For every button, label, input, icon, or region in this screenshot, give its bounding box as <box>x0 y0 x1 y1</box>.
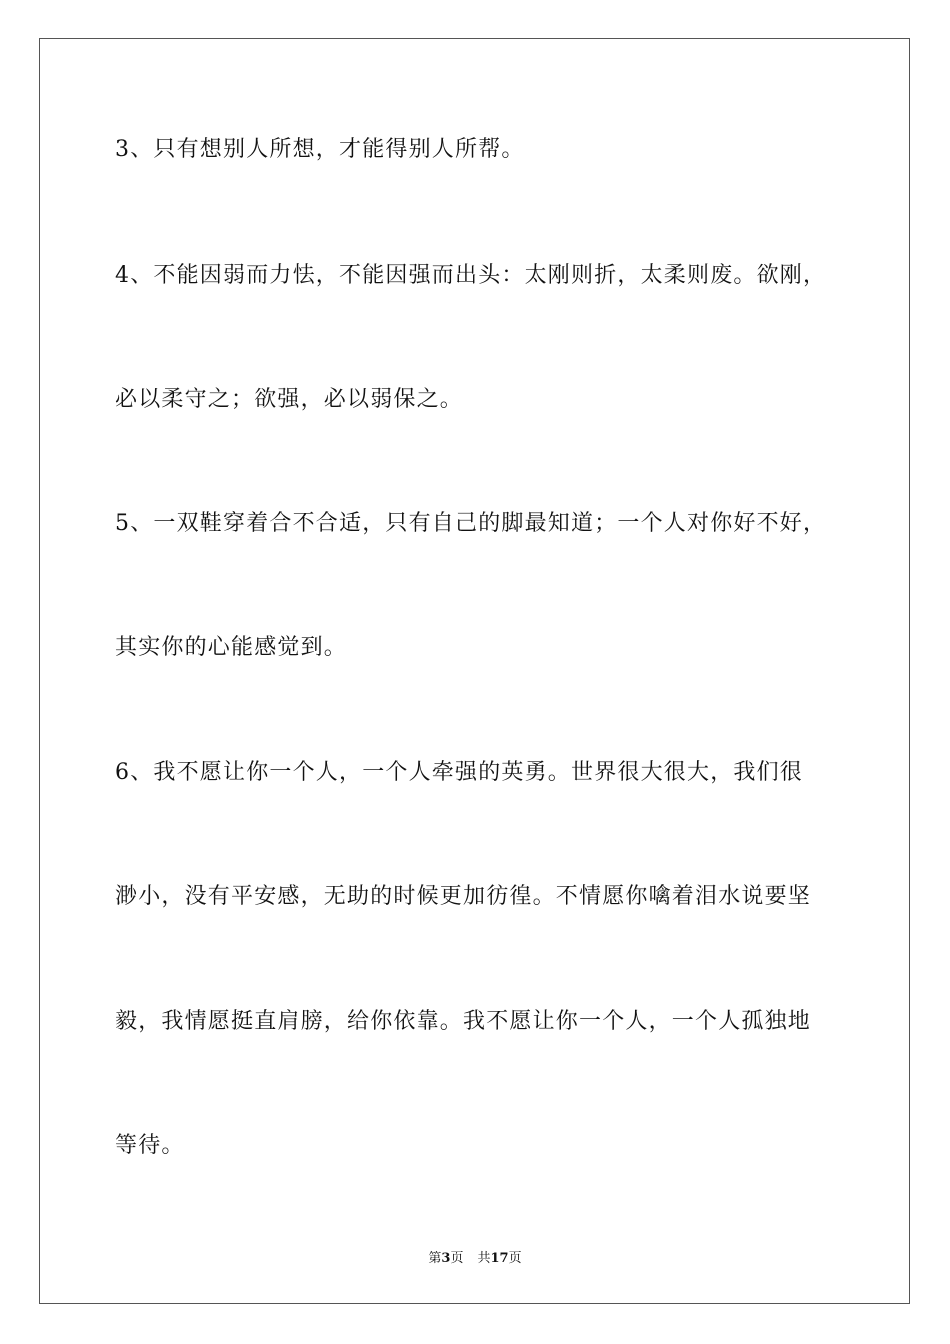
text-line-3: 必以柔守之；欲强，必以弱保之。 <box>115 387 464 412</box>
page-footer <box>0 1247 950 1266</box>
text-line-4: 5、一双鞋穿着合不合适，只有自己的脚最知道；一个人对你好不好， <box>115 511 827 536</box>
total-suffix: 页 <box>508 1251 522 1266</box>
total-prefix: 共 <box>477 1251 491 1266</box>
page-number: 3 <box>441 1251 451 1266</box>
text-line-6: 6、我不愿让你一个人，一个人牵强的英勇。世界很大很大，我们很 <box>115 760 803 785</box>
page-prefix: 第 <box>428 1251 442 1266</box>
page-border <box>39 38 910 1304</box>
text-line-5: 其实你的心能感觉到。 <box>115 635 348 660</box>
text-line-9: 等待。 <box>115 1133 185 1158</box>
text-line-2: 4、不能因弱而力怯，不能因强而出头：太刚则折，太柔则废。欲刚， <box>115 263 827 288</box>
text-line-1: 3、只有想别人所想，才能得别人所帮。 <box>115 137 525 162</box>
total-pages: 17 <box>490 1251 509 1266</box>
text-line-7: 渺小，没有平安感，无助的时候更加彷徨。不情愿你噙着泪水说要坚 <box>115 884 812 909</box>
page-suffix: 页 <box>450 1251 464 1266</box>
text-line-8: 毅，我情愿挺直肩膀，给你依靠。我不愿让你一个人，一个人孤独地 <box>115 1009 812 1034</box>
